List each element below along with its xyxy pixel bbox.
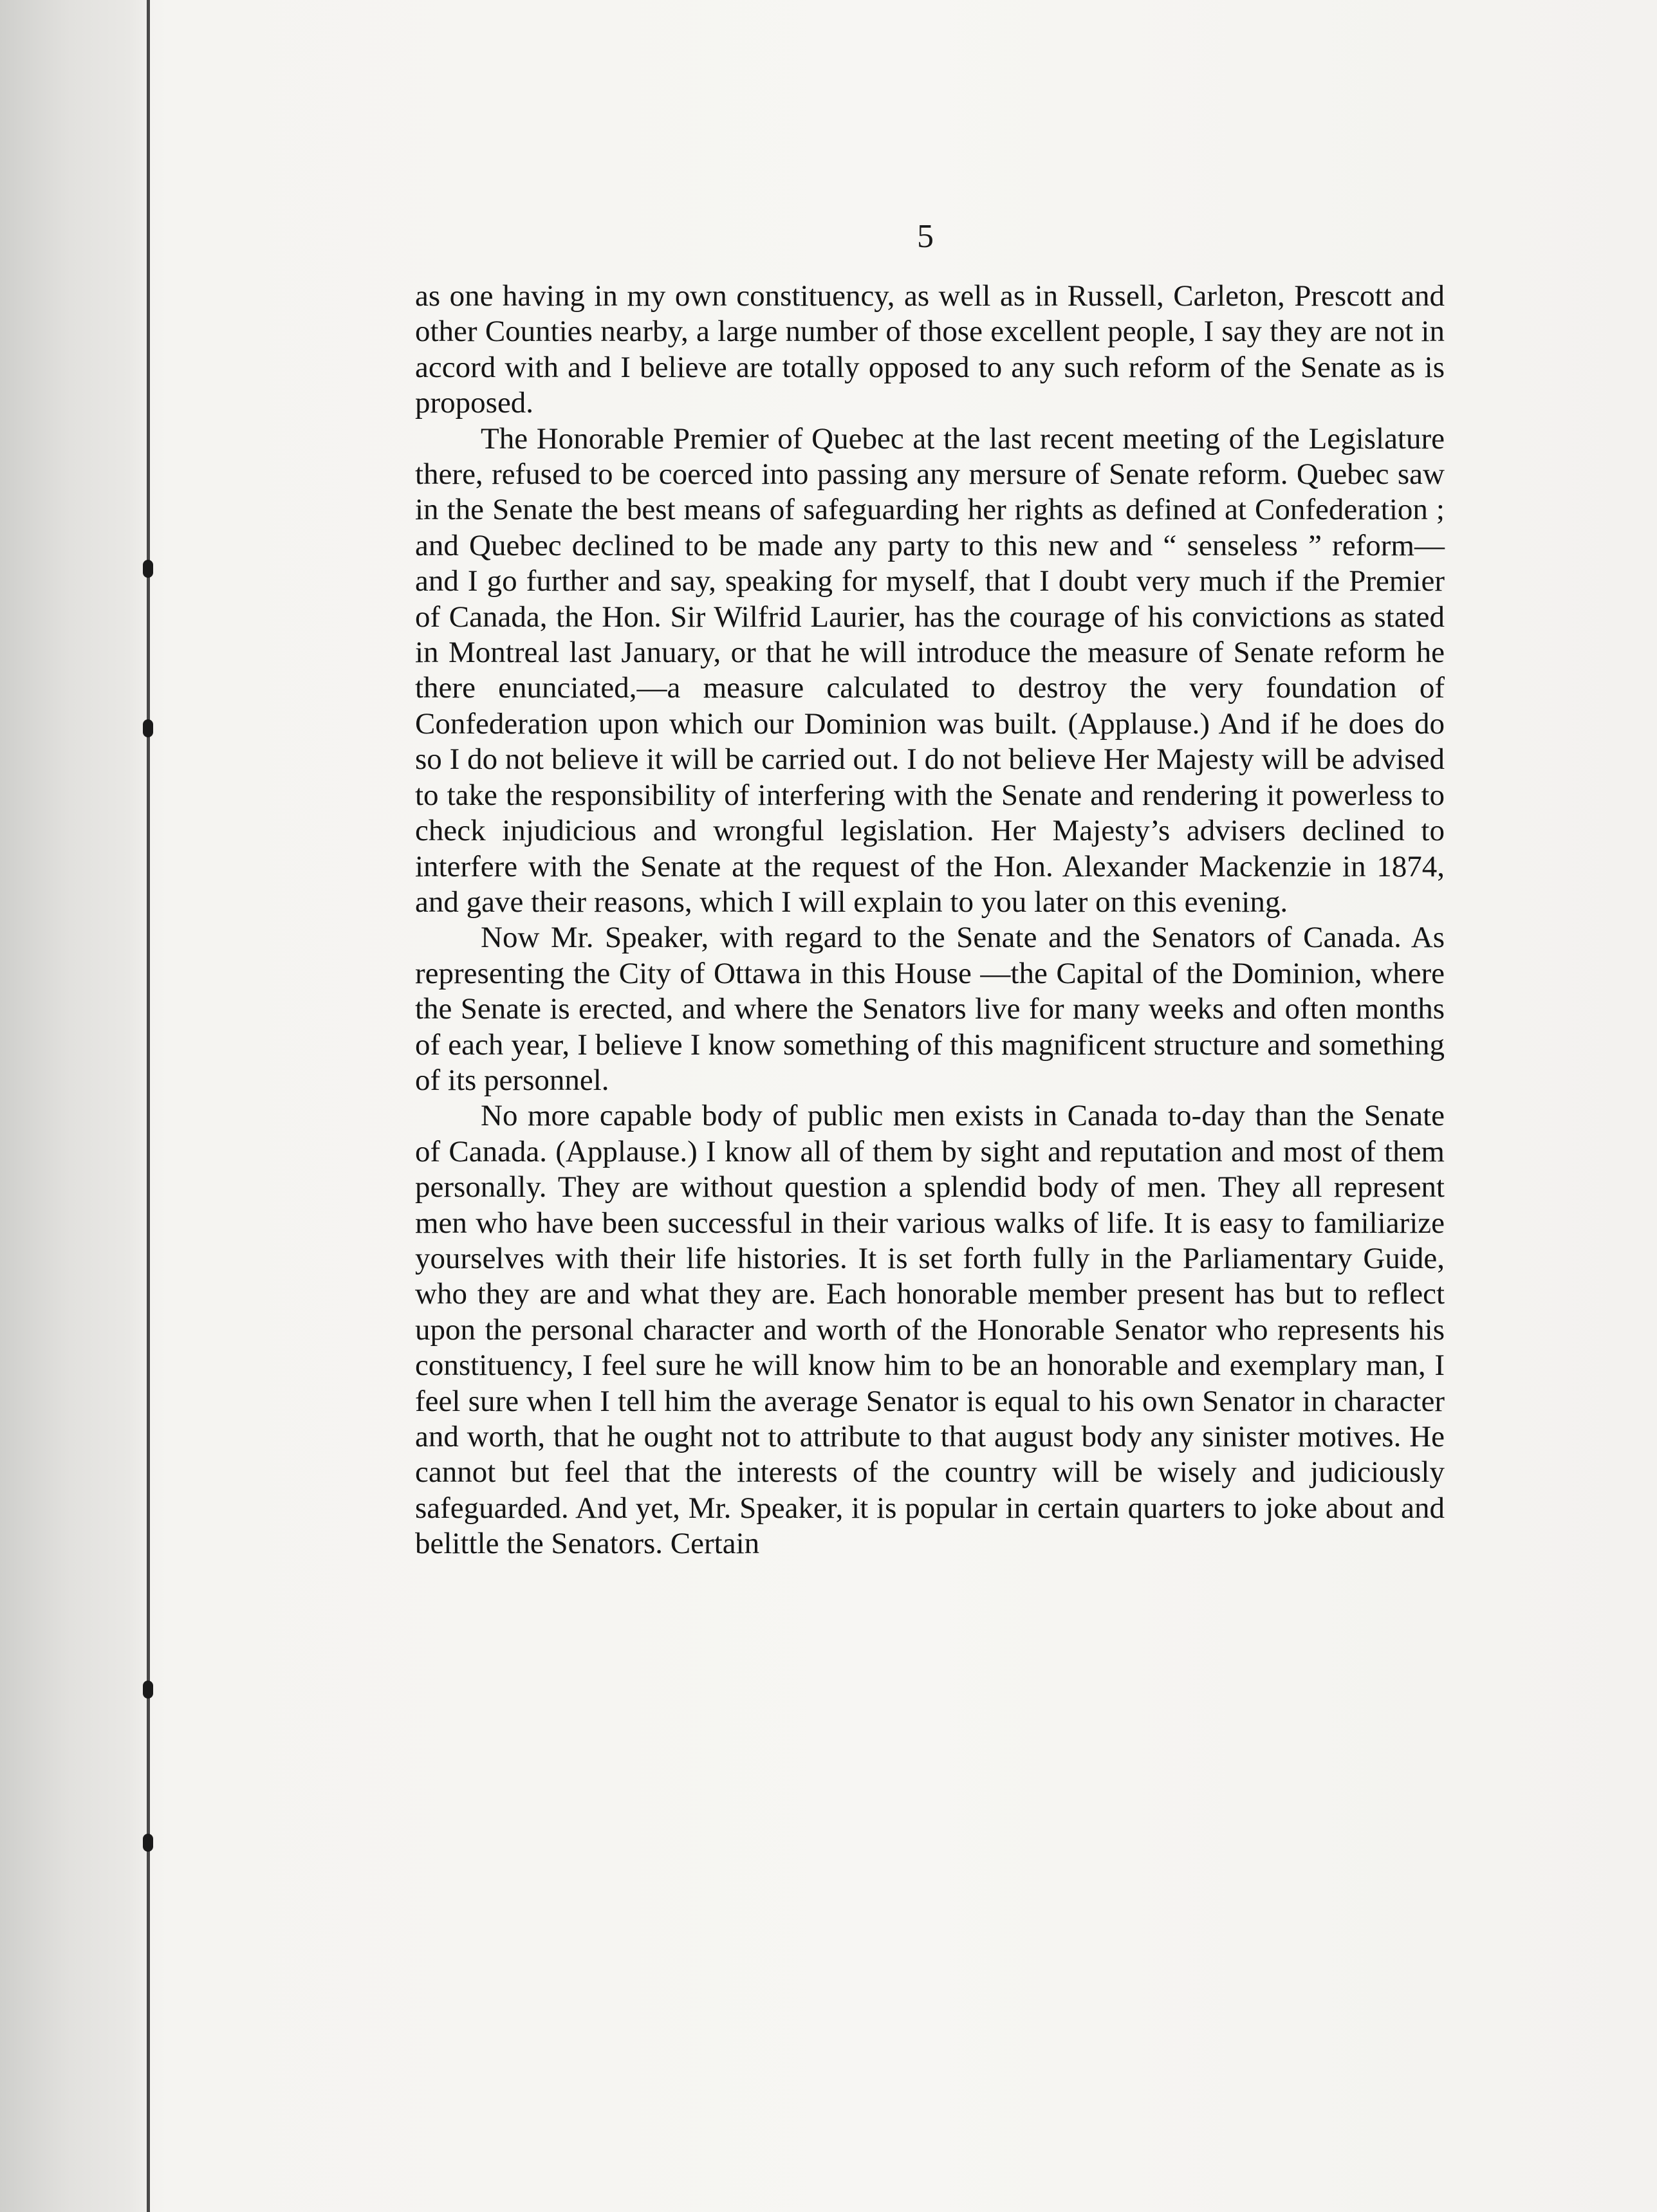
paragraph: No more capable body of public men exists in Canada to-day than the Senate of Canada. (Applause.) I know all of them by sight and reputation and most of them personally. They are without question a splendid body of men. They all represent men who have been successful in their various walks of life. It is easy to familiarize yourselves with their life histories. It is set forth fully in the Parliamentary Guide, who they are and what they are. Each honorable member present has but to reflect upon the personal character and worth of the Honorable Senator who represents his constituency, I feel sure he will know him to be an honorable and exemplary man, I feel sure when I tell him the average Senator is equal to his own Senator in character and worth, that he ought not to attribute to that august body any sinister motives. He cannot but feel that the interests of the country will be wisely and judiciously safeguarded. And yet, Mr. Speaker, it is popular in certain quarters to joke about and belittle the Senators. Certain	[415, 1099, 1445, 1561]
body-text	[415, 279, 1445, 1562]
paragraph: Now Mr. Speaker, with regard to the Senate and the Senators of Canada. As representing the City of Ottawa in this House —the Capital of the Dominion, where the Senate is erected, and where the Senators live for many weeks and often months of each year, I believe I know something of this magnificent structure and something of its personnel.	[415, 921, 1445, 1097]
fold-mark	[143, 1834, 153, 1852]
binding-edge	[0, 0, 147, 2212]
page-number: 5	[917, 218, 934, 255]
paragraph: The Honorable Premier of Quebec at the last recent meeting of the Legislature there, refused to be coerced into passing any mersure of Senate reform. Quebec saw in the Senate the best means of safeguarding her rights as defined at Confederation ; and Quebec declined to be made any party to this new and “ senseless ” reform—and I go further and say, speaking for myself, that I doubt very much if the Premier of Canada, the Hon. Sir Wilfrid Laurier, has the courage of his convictions as stated in Montreal last January, or that he will introduce the measure of Senate reform he there enunciated,—a measure calculated to destroy the very foundation of Confederation upon which our Dominion was built. (Applause.) And if he does do so I do not believe it will be carried out. I do not believe Her Majesty will be advised to take the responsibility of interfering with the Senate and rendering it powerless to check injudicious and wrongful legislation. Her Majesty’s advisers declined to interfere with the Senate at the request of the Hon. Alexander Mackenzie in 1874, and gave their reasons, which I will explain to you later on this evening.	[415, 421, 1445, 919]
fold-line	[147, 0, 150, 2212]
fold-mark	[143, 560, 153, 578]
fold-mark	[143, 1681, 153, 1699]
fold-mark	[143, 719, 153, 737]
paragraph: as one having in my own constituency, as well as in Russell, Carleton, Prescott and other Counties nearby, a large number of those excellent people, I say they are not in accord with and I believe are totally opposed to any such reform of the Senate as is proposed.	[415, 279, 1445, 420]
